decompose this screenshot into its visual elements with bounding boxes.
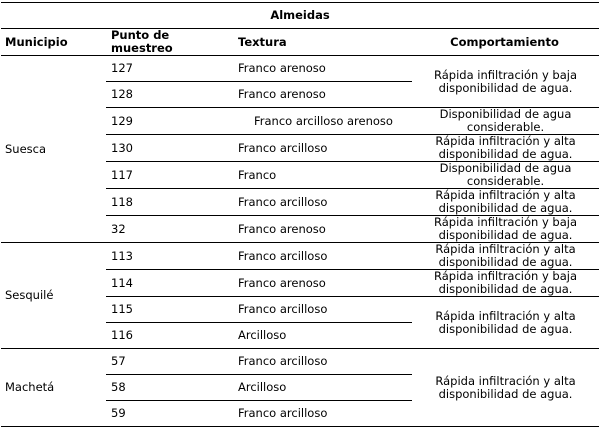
- comportamiento-cell: Rápida infiltración y baja disponibilidad de agua.: [412, 56, 599, 108]
- header-textura: Textura: [234, 29, 412, 56]
- textura-cell: Franco arcilloso: [234, 189, 412, 216]
- textura-cell: Arcilloso: [234, 375, 412, 401]
- comportamiento-cell: Rápida infiltración y alta disponibilidad de agua.: [412, 135, 599, 162]
- header-comportamiento: Comportamiento: [412, 29, 599, 56]
- textura-cell: Franco arenoso: [234, 270, 412, 297]
- table-title: Almeidas: [1, 3, 599, 29]
- comportamiento-cell: Disponibilidad de agua considerable.: [412, 108, 599, 135]
- municipio-cell: Machetá: [1, 349, 106, 427]
- soil-behavior-table: [1, 2, 599, 427]
- punto-cell: 113: [106, 243, 234, 270]
- table-row: [1, 349, 599, 375]
- punto-cell: 58: [106, 375, 234, 401]
- header-punto-de-muestreo: Punto de muestreo: [106, 29, 234, 56]
- textura-cell: Franco: [234, 162, 412, 189]
- textura-cell: Franco arcilloso: [234, 349, 412, 375]
- punto-cell: 115: [106, 297, 234, 323]
- textura-cell: Franco arcilloso arenoso: [234, 108, 412, 135]
- punto-cell: 129: [106, 108, 234, 135]
- textura-cell: Franco arenoso: [234, 82, 412, 108]
- textura-cell: Franco arcilloso: [234, 135, 412, 162]
- punto-cell: 57: [106, 349, 234, 375]
- punto-cell: 114: [106, 270, 234, 297]
- comportamiento-cell: Rápida infiltración y alta disponibilidad de agua.: [412, 349, 599, 427]
- punto-cell: 128: [106, 82, 234, 108]
- title-row: [1, 3, 599, 29]
- comportamiento-cell: Rápida infiltración y baja disponibilidad de agua.: [412, 216, 599, 243]
- comportamiento-cell: Rápida infiltración y alta disponibilidad de agua.: [412, 243, 599, 270]
- textura-cell: Franco arcilloso: [234, 297, 412, 323]
- comportamiento-cell: Rápida infiltración y alta disponibilidad de agua.: [412, 189, 599, 216]
- punto-cell: 32: [106, 216, 234, 243]
- table-row: [1, 56, 599, 82]
- header-row: [1, 29, 599, 56]
- municipio-cell: Sesquilé: [1, 243, 106, 349]
- punto-cell: 59: [106, 401, 234, 427]
- textura-cell: Franco arcilloso: [234, 401, 412, 427]
- punto-cell: 118: [106, 189, 234, 216]
- comportamiento-cell: Rápida infiltración y baja disponibilidad de agua.: [412, 270, 599, 297]
- punto-cell: 127: [106, 56, 234, 82]
- header-municipio: Municipio: [1, 29, 106, 56]
- textura-cell: Franco arenoso: [234, 216, 412, 243]
- comportamiento-cell: Rápida infiltración y alta disponibilidad de agua.: [412, 297, 599, 349]
- table-row: [1, 243, 599, 270]
- comportamiento-cell: Disponibilidad de agua considerable.: [412, 162, 599, 189]
- punto-cell: 117: [106, 162, 234, 189]
- punto-cell: 130: [106, 135, 234, 162]
- municipio-cell: Suesca: [1, 56, 106, 243]
- punto-cell: 116: [106, 323, 234, 349]
- textura-cell: Franco arenoso: [234, 56, 412, 82]
- textura-cell: Franco arcilloso: [234, 243, 412, 270]
- textura-cell: Arcilloso: [234, 323, 412, 349]
